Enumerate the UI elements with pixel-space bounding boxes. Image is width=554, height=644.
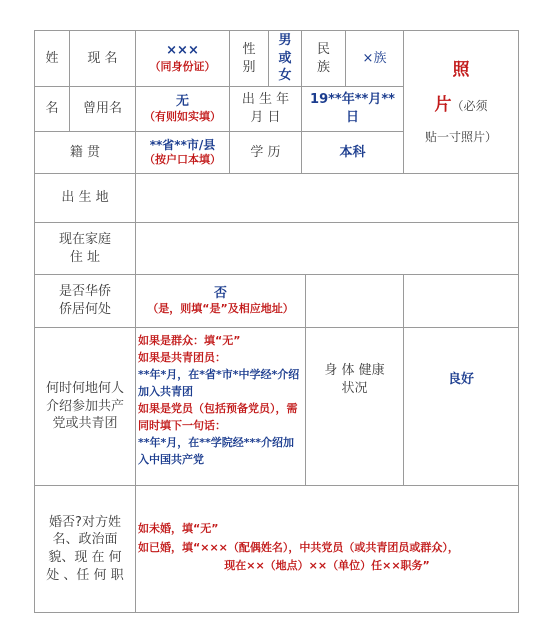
label-birthplace: 出 生 地 [61,190,109,206]
join-line: 如果是党员（包括预备党员），需同时填下一句话： [138,402,298,433]
overseas-cell [136,275,305,327]
join-line: **年*月，在*省*市*中学经*介绍加入共青团 [138,368,300,399]
origin-hint: （按户口本填） [144,153,221,167]
label-origin: 籍 贯 [69,144,101,160]
origin-value: **省**市/县 [149,137,216,152]
overseas-value: 否 [213,285,227,301]
photo-cell [404,31,518,173]
used-name-hint: （有则如实填） [144,110,221,124]
address-value[interactable] [136,223,518,274]
label-health: 身 体 健康状况 [324,363,385,396]
marriage-line: 现在××（地点）××（单位）任××职务” [224,559,430,573]
label-ming: 名 [45,101,59,117]
ethnicity-value: ×族 [362,50,387,66]
join-instructions [138,332,304,482]
label-marriage: 婚否?对方姓名、政治面貌、现 在 何 处 、任 何 职 [46,514,124,583]
join-line: **年*月，在**学院经***介绍加入中国共产党 [138,436,295,467]
origin-cell [136,132,229,173]
border-right [518,30,519,613]
gender-value: 男或女 [278,33,292,84]
current-name-value: ××× [166,43,199,59]
label-gender: 性 别 [242,41,256,75]
photo-line2-hint: （必须 [451,98,488,113]
used-name-cell [136,87,229,131]
birth-value: 19**年**月**日 [310,92,395,125]
label-overseas: 是否华侨 侨居何处 [58,284,111,317]
label-education: 学 历 [250,144,281,160]
label-address: 现在家庭 住 址 [58,231,111,265]
photo-line2: 片 [434,94,452,115]
marriage-instructions [138,520,516,600]
label-current-name: 现 名 [87,50,118,66]
photo-line2-wrap [434,94,487,117]
label-used-name: 曾用名 [82,101,122,117]
overseas-hint: （是，则填“是”及相应地址） [147,302,294,316]
join-line: 如果是共青团员： [138,351,226,365]
label-ethnicity: 民 族 [316,41,330,75]
current-name-cell [136,31,229,86]
education-value: 本科 [339,144,366,160]
label-join: 何时何地何人介绍参加共产党或共青团 [45,381,124,432]
health-value: 良好 [447,372,474,388]
used-name-value: 无 [175,93,189,109]
border-bottom [34,612,519,613]
birthplace-value[interactable] [136,174,518,222]
label-xing: 姓 [45,50,59,66]
photo-line3: 贴一寸照片） [424,129,497,144]
marriage-line: 如已婚，填“×××（配偶姓名），中共党员（或共青团员或群众）， [138,540,459,554]
label-birth: 出 生 年 月 日 [241,92,290,125]
photo-line1: 照 [452,59,470,80]
join-line: 如果是群众：填“无” [138,334,241,347]
current-name-hint: （同身份证） [149,59,216,73]
marriage-line: 如未婚，填“无” [138,522,219,535]
